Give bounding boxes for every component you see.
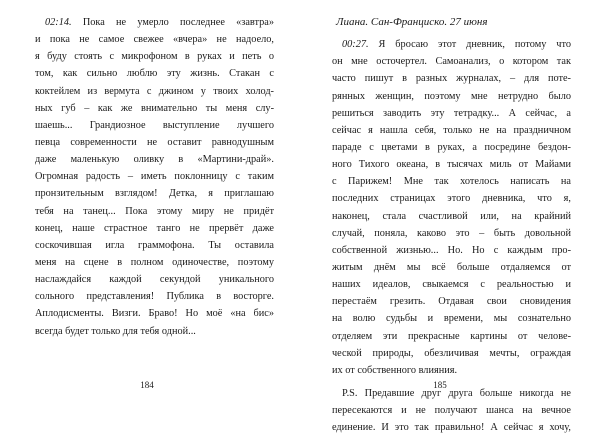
text-line: P.S. Предавшие друг друга больше никогда не [342,387,571,399]
text-line: соскочившая игла граммофона. Ты оставила [35,239,274,251]
text-line: параде с цветами в руках, а посредине бездон- [332,141,571,153]
text-line: том, как сильно люблю эту жизнь. Стакан с [35,68,274,80]
text-line: ческой природы, обезличивая мечты, ограждая [332,347,571,359]
text-line: на волю судьбы и времени, мы сознательно [332,313,571,325]
text-line: ных губ – как же внимательно ты меня слу- [35,102,274,114]
text-line: отделяем эти прекрасные картины от челове- [332,330,571,342]
text-line: шаешь... Грандиозное выступление лучшего [35,119,274,131]
text-line: и пока не самое свежее «вчера» не надоело, [35,34,274,46]
text-line: пронзительным взглядом! Детка, я приглашаю [35,188,274,200]
text-line: 00:27. Я бросаю этот дневник, потому что [342,39,571,51]
text-line: пересекаются и не получают шанса на вечное [332,405,571,417]
text-line: их от собственного влияния. [332,364,458,376]
chapter-heading: Лиана. Сан-Франциско. 27 июня [336,16,488,28]
text-line: наконец, стала счастливой или, на крайний [332,210,571,222]
page-number: 184 [140,380,154,390]
text-line: собственной жизнью... Но. Но с каждым про- [332,244,571,256]
text-line: последних страницах этого дневника, что я, [332,193,571,205]
text-line: с Парижем! Мне так хотелось написать на [332,176,571,188]
text-line: единение. И это так правильно! А сейчас я хочу, [332,422,571,434]
text-line: я буду стоять с микрофоном в руках и петь о [35,51,274,63]
text-line: меня на сцене в полном одиночестве, поэтому [35,256,274,268]
left-page [0,0,300,425]
text-line: ного Тихого океана, в тысячах миль от Майами [332,159,571,171]
text-line: случай, поняла, каково это – быть довольной [332,227,571,239]
text-line: Аплодисменты. Визги. Браво! Но моё «на бис» [35,308,274,320]
right-page [300,0,600,434]
text-line: даже маленькую оливку в «Мартини-драй». [35,154,274,166]
text-line: всегда будет только для тебя одной... [35,325,196,337]
text-line: он мне осточертел. Самоанализ, о котором так [332,56,571,68]
text-line: певца современности не оставит равнодушным [35,136,274,148]
right-page-text [332,14,571,436]
text-line: житым днём мы всё больше отдаляемся от [332,261,571,273]
text-line: конец, наше страстное танго не прервёт даже [35,222,274,234]
text-line: сольного представления! Публика в восторге. [35,291,274,303]
text-line: перестаём грезить. Отдавая свои сновидения [332,296,571,308]
text-line: тебя на танец... Пока этому миру не придёт [35,205,274,217]
text-line: Огромная радость – иметь поклонницу с таким [35,171,274,183]
text-line: наших идеалов, свыкаемся с реальностью и [332,279,571,291]
text-line: решиться заводить эту тетрадку... А сейчас, а [332,107,571,119]
text-line: сейчас я нашла себя, только не на праздничном [332,124,571,136]
text-line: 02:14. Пока не умерло последнее «завтра» [45,17,274,28]
time-mark: 00:27. [342,39,369,51]
text-line: часто пишут в разных журналах, – для поте- [332,73,571,85]
left-page-text [35,14,274,340]
text-line: рянных женщин, поэтому мне нетрудно было [332,90,571,102]
text-line: коктейлем из вермута с джином у твоих холод- [35,85,274,97]
time-mark: 02:14. [45,17,72,28]
text-line: наслаждайся каждой секундой уникального [35,274,274,286]
page-number: 185 [433,380,447,390]
